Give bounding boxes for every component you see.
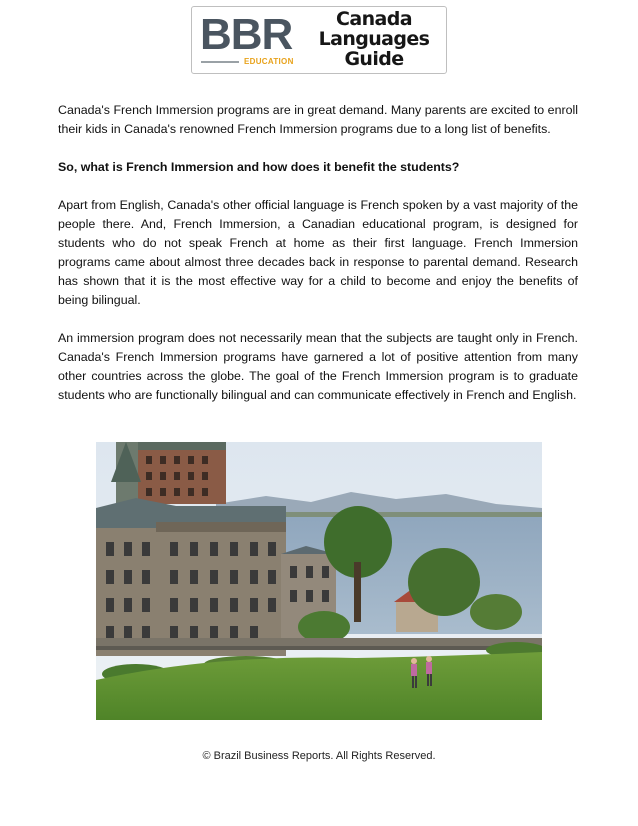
header-logo <box>191 6 447 74</box>
bbr-logo-subtitle: EDUCATION <box>244 57 294 66</box>
bbr-logo-text: BBR <box>200 10 293 59</box>
logo-line-2: Languages <box>318 28 430 50</box>
definition-paragraph: Apart from English, Canada's other official language is French spoken by a vast majority of the people there. And, French Immersion, a Canadian educational program, is designed for students who do not speak French at home as their first language. French Immersion programs came about almost three decades back in response to parental demand. Research has shown that it is the most effective way for a child to become and enjoy the benefits of being bilingual. <box>58 198 578 307</box>
quebec-city-photo <box>96 442 542 720</box>
question-heading: So, what is French Immersion and how does it benefit the students? <box>58 160 460 174</box>
logo-line-1: Canada <box>336 8 412 30</box>
program-paragraph: An immersion program does not necessarily mean that the subjects are taught only in French. Canada's French Immersion programs have garnered a lot of positive attention from many other countries across the globe. The goal of the French Immersion program is to graduate students who are functionally bilingual and can communicate effectively in French and English. <box>58 331 578 402</box>
canada-languages-guide-logo <box>310 9 438 73</box>
bbr-logo-rule <box>201 61 239 63</box>
article-body <box>58 101 578 424</box>
logo-line-3: Guide <box>344 48 404 70</box>
intro-paragraph: Canada's French Immersion programs are in great demand. Many parents are excited to enroll their kids in Canada's renowned French Immersion programs due to a long list of benefits. <box>58 103 578 136</box>
bbr-education-logo <box>200 10 296 71</box>
copyright-footer: © Brazil Business Reports. All Rights Reserved. <box>202 750 436 762</box>
